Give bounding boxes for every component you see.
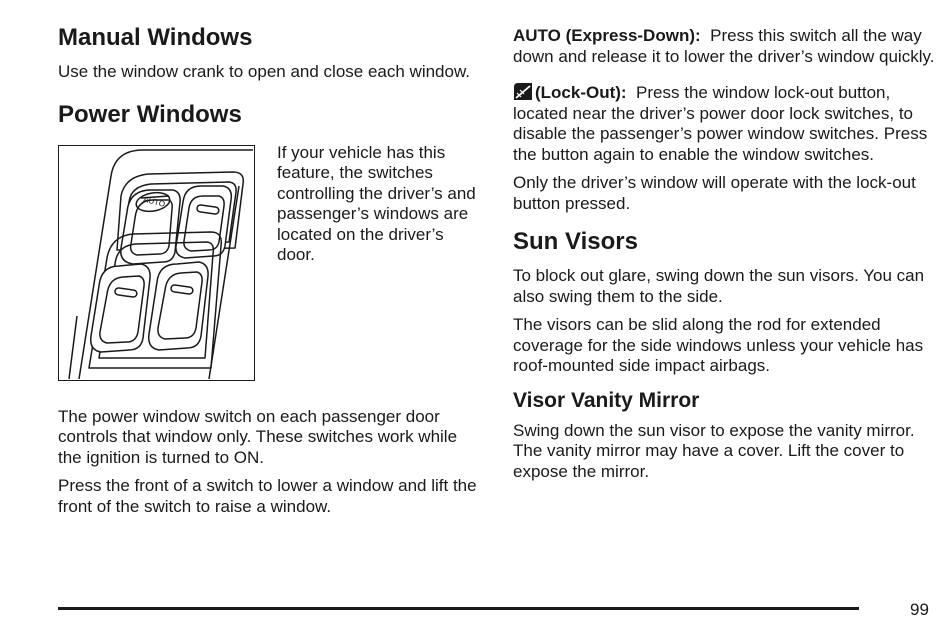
power-windows-paragraph-1: The power window switch on each passenger door controls that window only. These switches work while the ignition is turned to ON. xyxy=(58,406,458,467)
lockout-note: Only the driver’s window will operate with the lock-out button pressed. xyxy=(513,173,916,213)
power-windows-side-text: If your vehicle has this feature, the switches controlling the driver’s and passenger’s windows are located on the driver’s door. xyxy=(277,142,476,264)
lockout-text: Press the window lock-out button, located near the driver’s power door lock switches, to disable the passenger’s power window switches. Press the button again to enable the window switches. xyxy=(513,83,928,164)
visor-vanity-mirror-heading: Visor Vanity Mirror xyxy=(513,388,700,412)
sun-visors-heading: Sun Visors xyxy=(513,228,638,255)
power-windows-paragraph-2: Press the front of a switch to lower a window and lift the front of the switch to raise a window. xyxy=(58,476,477,516)
left-column xyxy=(58,24,478,525)
figure-auto-label: AUTO xyxy=(142,194,166,209)
window-switch-drawing xyxy=(59,146,253,379)
footer-rule xyxy=(58,607,859,610)
page-number: 99 xyxy=(910,600,929,618)
lockout-label: (Lock-Out): xyxy=(535,83,627,102)
sun-visors-text-2: The visors can be slid along the rod for extended coverage for the side windows unless your vehicle has roof-mounted side impact airbags. xyxy=(513,315,924,375)
auto-express-down-label: AUTO (Express-Down): xyxy=(513,26,701,45)
auto-express-down-text: Press this switch all the way down and release it to lower the driver’s window quickly. xyxy=(513,26,935,66)
visor-vanity-mirror-text: Swing down the sun visor to expose the vanity mirror. The vanity mirror may have a cover. Lift the cover to expose the mirror. xyxy=(513,420,915,481)
window-switch-illustration xyxy=(58,145,255,381)
window-lockout-icon xyxy=(513,81,533,101)
power-window-figure-row xyxy=(58,142,478,407)
right-column xyxy=(513,24,943,490)
manual-windows-text: Use the window crank to open and close each window. xyxy=(58,62,471,81)
power-windows-heading: Power Windows xyxy=(58,100,242,128)
manual-windows-heading: Manual Windows xyxy=(58,24,253,51)
lockout-paragraph xyxy=(513,81,943,165)
sun-visors-text-1: To block out glare, swing down the sun visors. You can also swing them to the side. xyxy=(513,266,925,306)
auto-express-down-paragraph xyxy=(513,26,943,67)
